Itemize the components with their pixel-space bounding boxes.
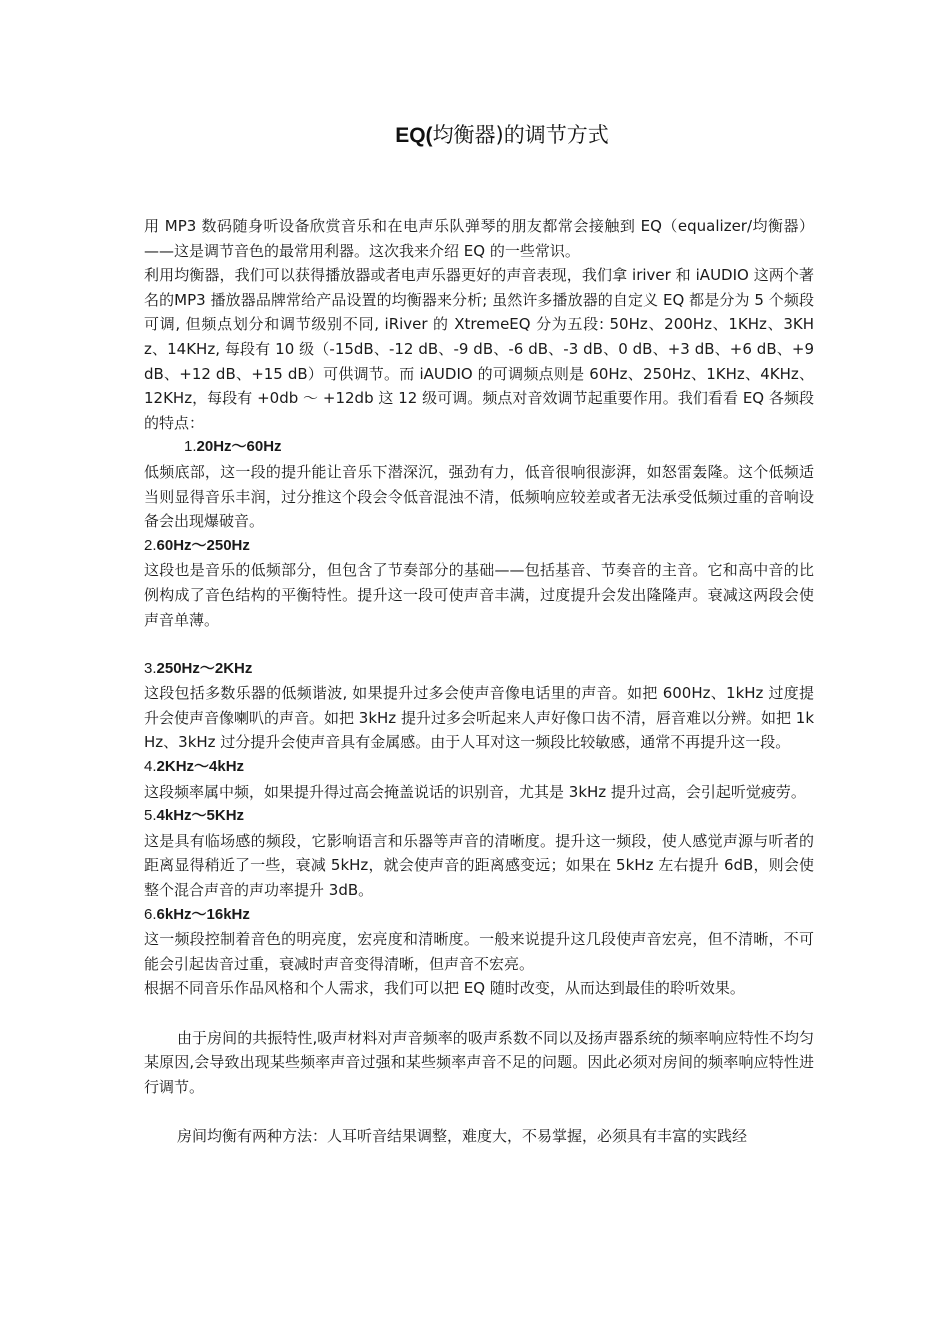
document-body — [144, 214, 814, 1149]
conclusion-paragraph: 根据不同音乐作品风格和个人需求，我们可以把 EQ 随时改变，从而达到最佳的聆听效果。 — [144, 979, 745, 998]
section-heading-text: 250Hz～2KHz — [156, 659, 253, 677]
section-heading-6 — [144, 903, 814, 928]
intro-paragraph-1: 用 MP3 数码随身听设备欣赏音乐和在电声乐队弹琴的朋友都常会接触到 EQ（equalizer/均衡器）——这是调节音色的最常用利器。这次我来介绍 EQ 的一些常识。 — [144, 217, 814, 260]
section-text-6: 这一频段控制着音色的明亮度，宏亮度和清晰度。一般来说提升这几段使声音宏亮，但不清晰，不可能会引起齿音过重，衰减时声音变得清晰，但声音不宏亮。 — [144, 930, 814, 973]
intro-paragraph-2: 利用均衡器，我们可以获得播放器或者电声乐器更好的声音表现，我们拿 iriver 和 iAUDIO 这两个著名的MP3 播放器品牌常给产品设置的均衡器来分析; 虽然许多播放器的自定义 EQ 都是分为 5 个频段可调, 但频点划分和调节级别不同, iRiver 的 XtremeEQ 分为五段: 50Hz、200Hz、1KHz、3KHz、14KHz, 每段有 10 级（-15dB、-12 dB、-9 dB、-6 dB、-3 dB、0 dB、+3 dB、+6 dB、+9 dB、+12 dB、+15 dB）可供调节。而 iAUDIO 的可调频点则是 60Hz、250Hz、1KHz、4KHz、12KHz，每段有 +0db ～ +12db 这 12 级可调。频点对音效调节起重要作用。我们看看 EQ 各频段的特点： — [144, 266, 814, 432]
section-heading-1 — [144, 435, 814, 460]
section-text-5: 这是具有临场感的频段，它影响语言和乐器等声音的清晰度。提升这一频段，使人感觉声源与听者的距离显得稍近了一些，衰减 5kHz，就会使声音的距离感变远；如果在 5kHz 左右提升 6dB，则会使整个混合声音的声功率提升 3dB。 — [144, 831, 814, 900]
title-latin: EQ( — [395, 124, 433, 147]
section-number: 1. — [184, 438, 197, 456]
room-paragraph-2: 房间均衡有两种方法：人耳听音结果调整，难度大，不易掌握，必须具有丰富的实践经 — [177, 1126, 748, 1145]
section-text-2: 这段也是音乐的低频部分，但包含了节奏部分的基础——包括基音、节奏音的主音。它和高中音的比例构成了音色结构的平衡特性。提升这一段可使声音丰满，过度提升会发出隆隆声。衰减这两段会使声音单薄。 — [144, 561, 814, 629]
section-number: 4. — [144, 758, 157, 776]
section-number: 2. — [144, 536, 157, 554]
section-text-4: 这段频率属中频，如果提升得过高会掩盖说话的识别音，尤其是 3kHz 提升过高，会引起听觉疲劳。 — [144, 782, 806, 801]
section-heading-text: 6kHz～16kHz — [156, 905, 250, 923]
title-rest: 均衡器)的调节方式 — [432, 123, 609, 147]
section-heading-text: 2KHz～4kHz — [156, 758, 245, 776]
section-number: 6. — [144, 905, 157, 923]
section-heading-4 — [144, 755, 814, 780]
blank-line — [144, 1099, 814, 1124]
section-text-3: 这段包括多数乐器的低频谐波, 如果提升过多会使声音像电话里的声音。如把 600Hz、1kHz 过度提升会使声音像喇叭的声音。如把 3kHz 提升过多会听起来人声好像口齿不清，唇音难以分辨。如把 1kHz、3kHz 过分提升会使声音具有金属感。由于人耳对这一频段比较敏感，通常不再提升这一段。 — [144, 684, 814, 752]
section-heading-text: 60Hz～250Hz — [156, 536, 250, 554]
blank-line — [144, 1001, 814, 1026]
section-number: 3. — [144, 659, 157, 677]
document-title — [0, 120, 950, 151]
section-heading-3 — [144, 657, 814, 682]
section-heading-text: 4kHz～5KHz — [156, 807, 245, 825]
section-heading-2 — [144, 534, 814, 559]
section-number: 5. — [144, 807, 157, 825]
section-heading-text: 20Hz～60Hz — [196, 438, 282, 456]
blank-line — [144, 632, 814, 657]
section-heading-5 — [144, 804, 814, 829]
section-text-1: 低频底部，这一段的提升能让音乐下潜深沉，强劲有力，低音很响很澎湃，如怒雷轰隆。这个低频适当则显得音乐丰润，过分推这个段会令低音混浊不清，低频响应较差或者无法承受低频过重的音响设备会出现爆破音。 — [144, 462, 814, 531]
room-paragraph-1: 由于房间的共振特性,吸声材料对声音频率的吸声系数不同以及扬声器系统的频率响应特性不均匀某原因,会导致出现某些频率声音过强和某些频率声音不足的问题。因此必须对房间的频率响应特性进行调节。 — [144, 1028, 814, 1096]
